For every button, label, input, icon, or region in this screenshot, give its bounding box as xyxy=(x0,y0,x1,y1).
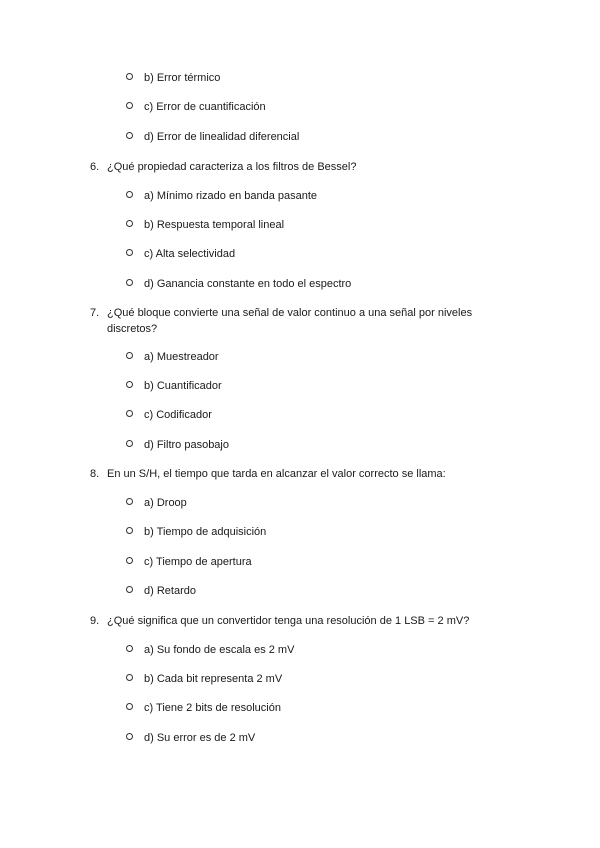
option-label: c) Tiempo de apertura xyxy=(144,556,252,568)
option-label: c) Codificador xyxy=(144,409,212,421)
question-number: 8. xyxy=(90,468,100,480)
circle-bullet-icon xyxy=(126,645,133,652)
option-label: a) Droop xyxy=(144,497,187,509)
option-label: d) Ganancia constante en todo el espectro xyxy=(144,278,352,290)
option-item xyxy=(126,276,351,292)
circle-bullet-icon xyxy=(126,586,133,593)
option-label: a) Muestreador xyxy=(144,351,219,363)
circle-bullet-icon xyxy=(126,557,133,564)
option-item xyxy=(126,437,229,453)
option-label: b) Tiempo de adquisición xyxy=(144,526,267,538)
question-number: 6. xyxy=(90,161,100,173)
question-number: 7. xyxy=(90,307,100,319)
question-7 xyxy=(90,305,490,337)
option-label: a) Su fondo de escala es 2 mV xyxy=(144,644,295,656)
option-item xyxy=(126,554,252,570)
option-label: c) Tiene 2 bits de resolución xyxy=(144,702,281,714)
option-item xyxy=(126,246,235,262)
question-6 xyxy=(90,159,490,175)
circle-bullet-icon xyxy=(126,73,133,80)
option-item xyxy=(126,378,222,394)
option-item xyxy=(126,495,187,511)
circle-bullet-icon xyxy=(126,381,133,388)
question-text: ¿Qué propiedad caracteriza a los filtros de Bessel? xyxy=(107,161,357,173)
option-label: b) Cuantificador xyxy=(144,380,222,392)
question-text: ¿Qué significa que un convertidor tenga una resolución de 1 LSB = 2 mV? xyxy=(107,615,470,627)
option-label: d) Filtro pasobajo xyxy=(144,439,229,451)
option-item xyxy=(126,642,294,658)
question-text: En un S/H, el tiempo que tarda en alcanzar el valor correcto se llama: xyxy=(107,468,446,480)
question-8 xyxy=(90,466,490,482)
option-label: a) Mínimo rizado en banda pasante xyxy=(144,190,318,202)
circle-bullet-icon xyxy=(126,352,133,359)
question-9 xyxy=(90,613,490,629)
circle-bullet-icon xyxy=(126,498,133,505)
option-item xyxy=(126,349,219,365)
option-label: d) Error de linealidad diferencial xyxy=(144,131,300,143)
circle-bullet-icon xyxy=(126,410,133,417)
question-number: 9. xyxy=(90,615,100,627)
option-label: b) Error térmico xyxy=(144,72,221,84)
option-item xyxy=(126,99,266,115)
option-item xyxy=(126,70,220,86)
option-item xyxy=(126,129,299,145)
circle-bullet-icon xyxy=(126,703,133,710)
option-item xyxy=(126,188,317,204)
option-label: d) Retardo xyxy=(144,585,196,597)
circle-bullet-icon xyxy=(126,102,133,109)
option-item xyxy=(126,583,196,599)
circle-bullet-icon xyxy=(126,527,133,534)
option-item xyxy=(126,217,284,233)
option-label: c) Error de cuantificación xyxy=(144,101,266,113)
circle-bullet-icon xyxy=(126,220,133,227)
option-label: b) Respuesta temporal lineal xyxy=(144,219,285,231)
circle-bullet-icon xyxy=(126,191,133,198)
option-label: c) Alta selectividad xyxy=(144,248,236,260)
question-text: ¿Qué bloque convierte una señal de valor continuo a una señal por niveles discretos? xyxy=(107,307,473,335)
circle-bullet-icon xyxy=(126,132,133,139)
circle-bullet-icon xyxy=(126,674,133,681)
option-item xyxy=(126,730,255,746)
circle-bullet-icon xyxy=(126,249,133,256)
option-item xyxy=(126,700,281,716)
circle-bullet-icon xyxy=(126,279,133,286)
option-label: b) Cada bit representa 2 mV xyxy=(144,673,283,685)
circle-bullet-icon xyxy=(126,440,133,447)
option-label: d) Su error es de 2 mV xyxy=(144,732,256,744)
option-item xyxy=(126,671,282,687)
option-item xyxy=(126,524,266,540)
circle-bullet-icon xyxy=(126,733,133,740)
option-item xyxy=(126,407,212,423)
